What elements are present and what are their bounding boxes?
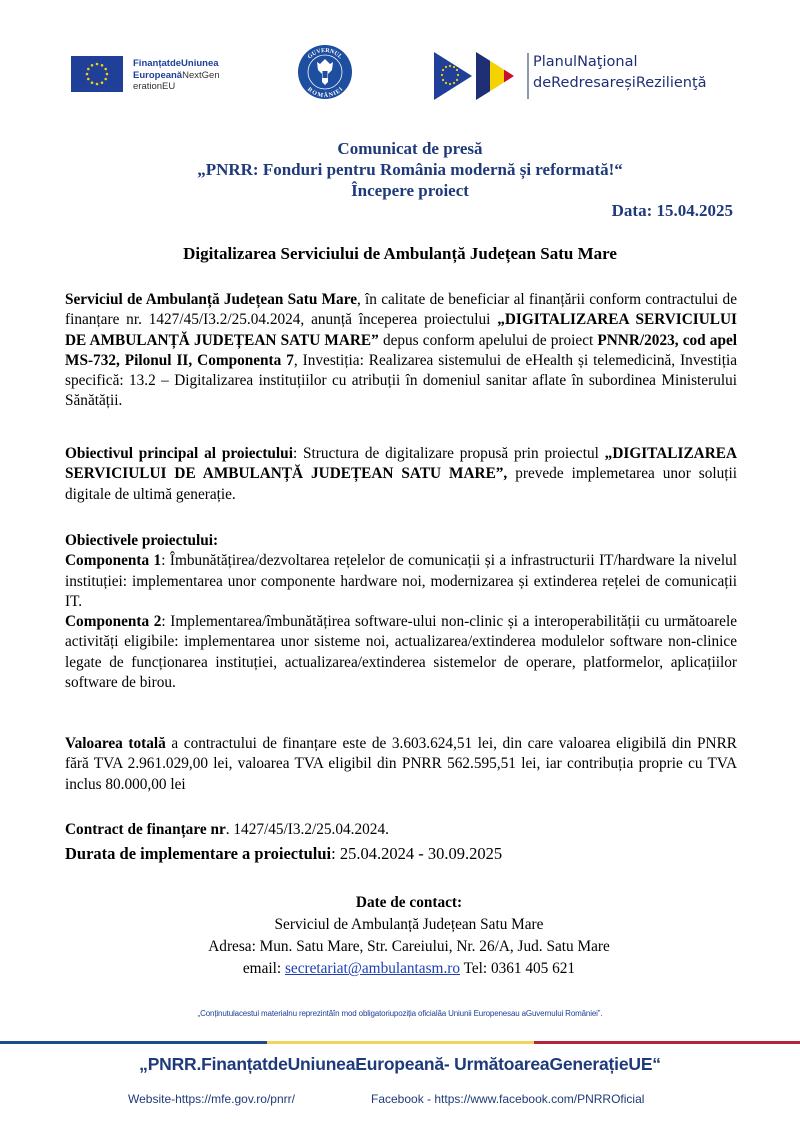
logo-divider <box>527 53 529 99</box>
facebook-link[interactable]: Facebook - https://www.facebook.com/PNRROficial <box>371 1092 645 1106</box>
intro-text-2: depus conform apelului de proiect <box>378 331 598 349</box>
seal-text-top: GUVERNUL <box>306 47 344 61</box>
main-objective-label: Obiectivul principal al proiectului <box>65 445 293 462</box>
value-label: Valoarea totală <box>65 735 166 752</box>
objective-item <box>65 612 737 693</box>
footer-slogan: „PNRR.FinanțatdeUniuneaEuropeană- UrmătoareaGenerațieUE“ <box>139 1054 661 1074</box>
disclaimer: „Conținutulacestui materialnu reprezintăîn mod obligatoriupoziția oficialăa Uniunii Europenesau aGuvernului României”. <box>197 1009 603 1018</box>
email-link[interactable]: secretariat@ambulantasm.ro <box>284 960 461 977</box>
duration-line <box>65 844 737 864</box>
eu-text-line2-bold: Europeană <box>133 69 183 81</box>
duration-label: Durata de implementare a proiectului <box>65 844 332 863</box>
contact-section <box>0 892 800 980</box>
email-label: email: <box>242 960 285 977</box>
press-release-title <box>0 138 800 201</box>
intro-paragraph <box>65 290 737 412</box>
seal-text-bottom: ROMÂNIEI <box>306 86 345 100</box>
objectives-section <box>65 531 737 693</box>
contract-label: Contract de finanțare nr <box>65 821 226 838</box>
website-link[interactable]: Website-https://mfe.gov.ro/pnrr/ <box>128 1092 295 1106</box>
objective-text: : Implementarea/îmbunătățirea software-ului non-clinic și a interoperabilității cu următoarele activități eligibile: implementarea unor sisteme noi, actualizarea/extinderea modulelor software non-clinice legate de funcționarea instituției, actualizarea/extinderea sistemelor de operare, platformelor, aplicațiilor software de birou. <box>65 613 737 692</box>
eu-text-line1: FinanțatdeUniunea <box>133 58 219 69</box>
title-line1: Comunicat de presă <box>337 139 483 158</box>
value-text: a contractului de finanțare este de 3.603.624,51 lei, din care valoarea eligibilă din PNRR fără TVA 2.961.029,00 lei, valoarea TVA eligibil din PNRR 562.595,51 lei, iar contribuția proprie cu TVA inclus 80.000,00 lei <box>65 735 737 793</box>
pnrr-logo-text <box>533 52 707 94</box>
beneficiary-name: Serviciul de Ambulanță Județean Satu Mare <box>65 291 357 308</box>
release-date: Data: 15.04.2025 <box>611 201 733 220</box>
pnrr-text-line2: deRedresareșiRezilienţă <box>533 75 707 91</box>
pnrr-text-line1: PlanulNaţional <box>533 54 638 70</box>
main-objective-text-2: prevede implemetarea unor soluții digitale de ultimă generație. <box>65 465 737 503</box>
contact-name: Serviciul de Ambulanță Județean Satu Mare <box>274 916 544 933</box>
contact-email-phone <box>18 958 800 980</box>
eu-flag-icon <box>71 56 123 92</box>
objective-item <box>65 551 737 612</box>
contact-heading: Date de contact: <box>355 894 463 911</box>
objective-label: Componenta 2 <box>65 613 162 631</box>
footer-line-yellow <box>267 1041 534 1044</box>
intro-text-3: , Investiția: Realizarea sistemului de eHealth și telemedicină, Investiția specifică: 13.2 – Digitalizarea instituțiilor cu atribuții în domeniul sanitar aflate în subordinea Ministerului Sănătății. <box>65 351 737 410</box>
contract-number-line <box>65 820 737 840</box>
duration-value: : 25.04.2024 - 30.09.2025 <box>331 844 503 863</box>
eu-text-line3: erationEU <box>133 81 176 92</box>
call-reference: PNNR/2023, cod apel MS-732, Pilonul II, Componenta 7 <box>65 331 738 369</box>
pnrr-arrows-icon <box>434 50 524 102</box>
main-objective-paragraph <box>65 444 737 505</box>
project-name-2: „DIGITALIZAREA SERVICIULUI DE AMBULANȚĂ JUDEȚEAN SATU MARE”, <box>65 445 737 483</box>
eu-funding-logo-text <box>133 58 220 93</box>
title-line3: Începere proiect <box>351 181 469 200</box>
contract-value: . 1427/45/I3.2/25.04.2024. <box>225 821 389 838</box>
footer-line-blue <box>0 1041 267 1044</box>
contact-address: Adresa: Mun. Satu Mare, Str. Careiului, Nr. 26/A, Jud. Satu Mare <box>208 938 610 955</box>
objective-label: Componenta 1 <box>65 552 162 570</box>
footer-line-red <box>534 1041 800 1044</box>
contract-value-paragraph <box>65 734 737 795</box>
eu-text-line2-plain: NextGen <box>182 69 220 81</box>
project-name: „DIGITALIZAREA SERVICIULUI DE AMBULANȚĂ JUDEȚEAN SATU MARE” <box>65 311 738 349</box>
title-line2: „PNRR: Fonduri pentru România modernă și reformată!“ <box>197 160 623 179</box>
guvernul-romaniei-seal-icon <box>297 44 353 100</box>
objectives-heading: Obiectivele proiectului: <box>65 532 219 549</box>
contact-phone: Tel: 0361 405 621 <box>460 960 576 977</box>
objective-text: : Îmbunătățirea/dezvoltarea rețelelor de comunicații și a infrastructurii IT/hardware la nivelul instituției: implementarea unor componente hardware noi, modernizarea și extinderea rețelei de comunicații IT. <box>65 552 737 610</box>
main-objective-text-1: : Structura de digitalizare propusă prin proiectul <box>292 445 605 462</box>
project-heading: Digitalizarea Serviciului de Ambulanță Județean Satu Mare <box>183 244 617 263</box>
intro-text-1: , în calitate de beneficiar al finanțării conform contractului de finanțare nr. 1427/45/I3.2/25.04.2024, anunță începerea proiectului <box>65 291 737 329</box>
